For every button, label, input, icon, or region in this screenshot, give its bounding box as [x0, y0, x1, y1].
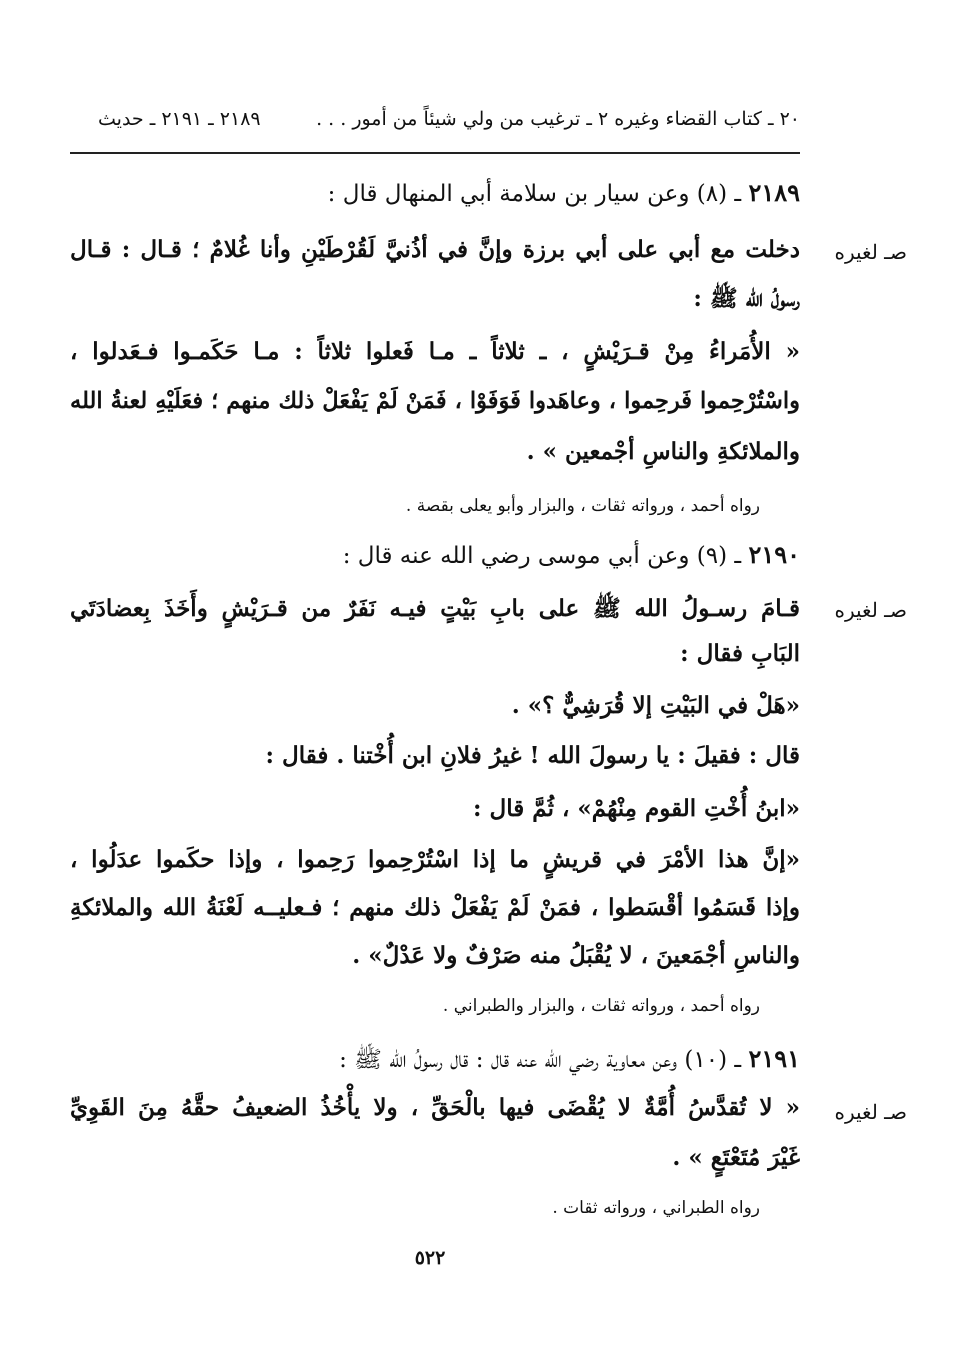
hadith-text-line: البَابِ فقال :	[680, 640, 800, 667]
hadith-number: ٢١٨٩	[748, 178, 800, 207]
hadith-text-line: والملائكةِ والناسِ أجْمعين » .	[526, 438, 800, 465]
hadith-grade: صـ لغيره	[834, 240, 907, 264]
hadith-text-line: دخلت مع أبي على أبي برزة وإنَّ في أذُنيَّ لَقُرْطَيْنِ وأنا غُلامٌ ؛ قـال : قـال	[70, 236, 800, 263]
hadith-intro	[339, 1044, 800, 1079]
hadith-grade: صـ لغيره	[834, 598, 907, 622]
hadith-number: ٢١٩٠	[748, 540, 800, 569]
header-divider	[70, 152, 800, 154]
hadith-text-line: رسولُ الله ﷺ :	[693, 285, 800, 312]
hadith-text-line: واسْتُرْحِموا فَرحِموا ، وعاهَدوا فَوَفَوْا ، فَمَنْ لَمْ يَفْعَلْ ذلك منهم ؛ فعَلَيْهِ لعنةُ الله	[70, 388, 800, 414]
hadith-text-line: «ابنُ أُخْتِ القوم مِنْهُمْ» ، ثُمَّ قال :	[473, 795, 800, 822]
hadith-intro	[328, 178, 800, 207]
page-number: ٥٢٢	[414, 1247, 446, 1269]
header-chapter-title: ٢٠ ـ كتاب القضاء وغيره ٢ ـ ترغيب من ولي شيئاً من أمور . . .	[316, 108, 800, 130]
hadith-intro-text: ـ (١٠) وعن معاوية رضي الله عنه قال : قال رسولُ الله ﷺ :	[339, 1047, 742, 1073]
hadith-text-line: غَيْرَ مُتَعْتَعٍ » .	[672, 1144, 800, 1171]
hadith-grade: صـ لغيره	[834, 1100, 907, 1124]
running-header	[70, 100, 800, 140]
hadith-number: ٢١٩١	[748, 1044, 800, 1073]
hadith-intro-text: ـ (٨) وعن سيار بن سلامة أبي المنهال قال :	[327, 181, 742, 207]
hadith-text-line: قـامَ رسـولُ الله ﷺ على بابِ بَيْتٍ فيـه نَفَرٌ من قـرَيْشٍ وأَخَذَ بِعضادَتَي	[70, 595, 800, 622]
header-hadith-range: ٢١٨٩ ـ ٢١٩١ ـ حديث	[98, 108, 261, 130]
hadith-text-line: « لا تُقدَّسُ أُمَّةٌ لا يُقْضَى فيها بالْحَقِّ ، ولا يأْخُذُ الضعيفُ حقَّهُ مِنَ القَوِيِّ	[70, 1094, 800, 1121]
hadith-intro-text: ـ (٩) وعن أبي موسى رضي الله عنه قال :	[342, 543, 742, 569]
hadith-text-line: «هَلْ في البَيْتِ إلا قُرَشِيٌّ ؟» .	[511, 692, 800, 719]
hadith-source: رواه الطبراني ، ورواته ثقات .	[552, 1198, 760, 1218]
hadith-source: رواه أحمد ، ورواته ثقات ، والبزار والطبراني .	[442, 996, 760, 1016]
hadith-text-line: وإذا قَسَمُوا أقْسَطوا ، فمَنْ لَمْ يَفْعَلْ ذلك منهم ؛ فـعليــه لَعْنَةُ الله والملائكةِ	[70, 894, 800, 921]
hadith-source: رواه أحمد ، ورواته ثقات ، والبزار وأبو يعلى بقصة .	[405, 496, 760, 516]
hadith-text-line: «إنَّ هذا الأمْرَ في قريشٍ ما إذا اسْتُرْحِموا رَحِموا ، وإذا حكَموا عدَلُوا ،	[70, 846, 800, 873]
hadith-text-line: والناسِ أجْمَعينَ ، لا يُقْبَلُ منه صَرْفٌ ولا عَدْلٌ» .	[352, 942, 800, 969]
hadith-text-line: قال : فقيلَ : يا رسولَ الله ! غيرُ فلانِ ابن أُخْتنا . فقال :	[265, 742, 800, 769]
hadith-text-line: « الأُمَراءُ مِنْ قـرَيْشٍ ، ـ ثلاثاً ـ مـا فَعلوا ثلاثاً : مـا حَكَمـوا فـعَدلوا ،	[70, 338, 800, 365]
hadith-intro	[343, 540, 800, 569]
